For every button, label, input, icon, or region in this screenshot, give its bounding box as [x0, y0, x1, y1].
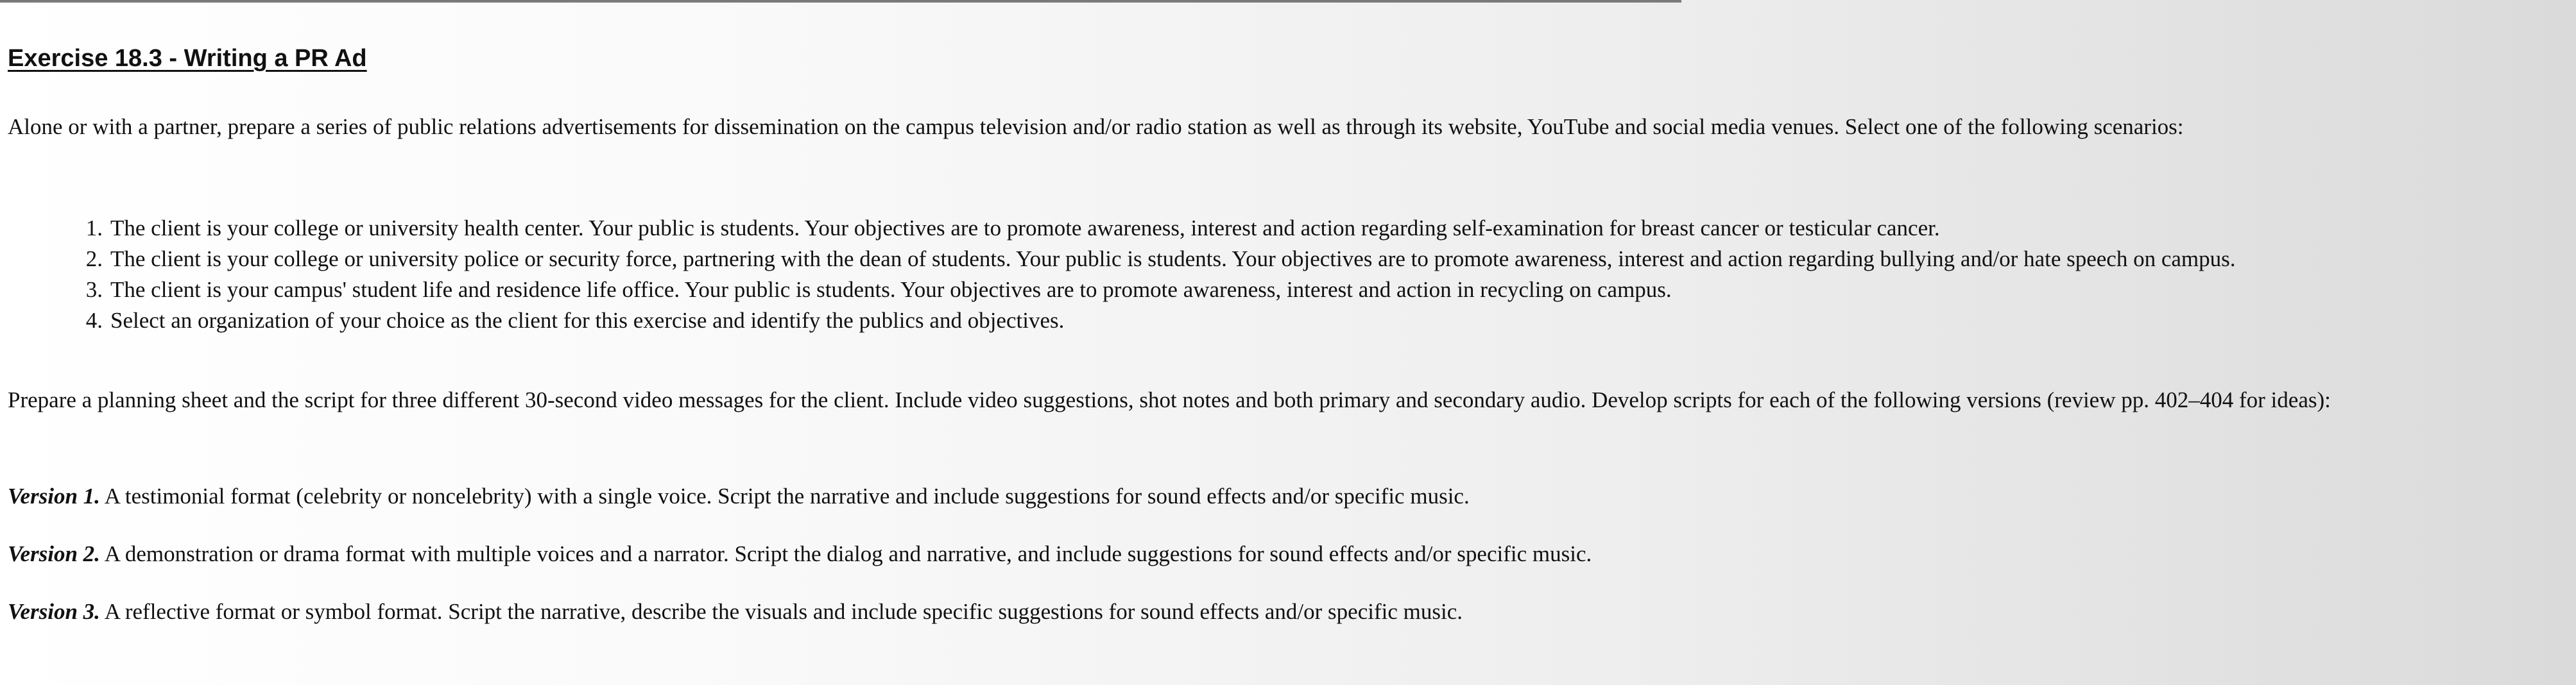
scenario-number: 2. — [85, 246, 103, 271]
version-1-paragraph — [8, 481, 2554, 512]
scenario-list — [8, 213, 2554, 336]
scenario-number: 1. — [85, 216, 103, 241]
scenario-item — [8, 305, 2554, 336]
scenario-text: The client is your campus' student life and residence life office. Your public is students. Your objectives are to promote awareness, interest and action in recycling on campus. — [110, 277, 1672, 302]
planning-paragraph: Prepare a planning sheet and the script for three different 30-second video messages for the client. Include video suggestions, shot notes and both primary and secondary audio. Develop scripts for each of the following versions (review pp. 402–404 for ideas): — [8, 387, 2331, 412]
version-label: Version 2. — [8, 541, 100, 566]
version-text: A demonstration or drama format with multiple voices and a narrator. Script the dialog and narrative, and include suggestions for sound effects and/or specific music. — [104, 541, 1592, 566]
scenario-text: The client is your college or university police or security force, partnering with the dean of students. Your public is students. Your objectives are to promote awareness, interest and action regarding bullying and/or hate speech on campus. — [110, 246, 2236, 271]
exercise-page — [8, 45, 2562, 680]
scenario-item — [8, 213, 2554, 244]
top-rule — [0, 0, 1681, 3]
scenario-text: The client is your college or university health center. Your public is students. Your objectives are to promote awareness, interest and action regarding self-examination for breast cancer or testicular cancer. — [110, 216, 1940, 241]
intro-paragraph: Alone or with a partner, prepare a series of public relations advertisements for dissemination on the campus television and/or radio station as well as through its website, YouTube and social media venues. Select one of the following scenarios: — [8, 114, 2184, 139]
scenario-item — [8, 275, 2554, 305]
scenario-number: 4. — [85, 308, 103, 333]
scenario-item — [8, 244, 2554, 275]
version-3-paragraph — [8, 596, 2554, 627]
version-text: A testimonial format (celebrity or noncelebrity) with a single voice. Script the narrative and include suggestions for sound effects and/or specific music. — [104, 484, 1470, 509]
version-label: Version 3. — [8, 599, 100, 624]
version-text: A reflective format or symbol format. Script the narrative, describe the visuals and include specific suggestions for sound effects and/or specific music. — [104, 599, 1463, 624]
scenario-number: 3. — [85, 277, 103, 302]
version-2-paragraph — [8, 539, 2554, 570]
exercise-title: Exercise 18.3 - Writing a PR Ad — [8, 45, 367, 72]
version-label: Version 1. — [8, 484, 100, 509]
scenario-text: Select an organization of your choice as the client for this exercise and identify the publics and objectives. — [110, 308, 1065, 333]
